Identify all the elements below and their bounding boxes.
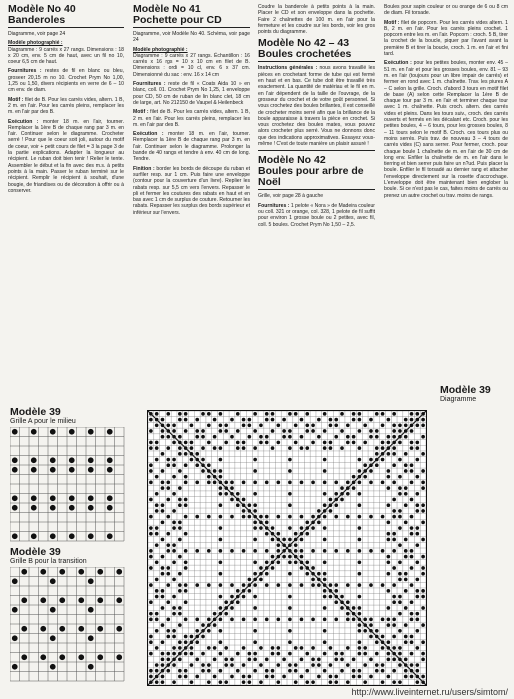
right-exec-text: pour les petites boules, monter env. 45 – 51 m. en l'air et pour les grosses boules, env. 81 – 93 m. en l'air (toujours pour un libre impair de carrés) et fermer en rond avec 1 m. chaînette. Trav. les piures A – C selon la grille. Croch. d'abord 3 tours en motif filet de base (A) selon cette Remplacer la 1ère B de chaque tour par 3 m. en l'air et terminer chaque tour avec 1 m. chaînette. Puis croch. altern. des carrés vides et pleins. Dans les tours suiv., croch. des carrés ouverts et fermés en les décalant etc. Croch. pour les petites boules, 4 – 6 tours, pour les grosses boules, 8 – 11 tours selon le motif B. Croch. ces tours plus ou moins serrés. Puis trav. de nouveau 3 – 4 tours de carrés vides (C) sans serrer. Pour fermer, croch. pour chaque boule 1 chaînette de m. en l'air de 30 cm de long env. Enfiler la chaînette de m. en l'air dans le tierring et bien serrer puis faire un n?ud. Puis placer la boule. Enfiler le fil torsadé au dernier rang et attacher l'enveloppe directement sur la rosette d'accrochage. L'enveloppe doit être maintenant bien englober la boule. Si ce n'est pas le cas, faites moins de carrés ou prenez un autre crochet ou trav. moins de rangs. xyxy=(384,60,508,199)
m41-photo-text: Diagramme : 9 carrés x 27 rangs. Échantillon : 16 carrés x 16 rgs = 10 x 10 cm en filet de B. Dimensions : ordi = 10 cl, env. 6 x 37 cm. Dimensionné du sac : env. 16 x 14 cm xyxy=(133,52,250,78)
m41-finish xyxy=(133,166,250,216)
m41-fourn-text: reste de fil « Coats Aida 10 » en blanc, coll. 01. Crochet Prym No 1,25, 1 enveloppe pour CD, 50 cm de ruban de lin blanc clet, 18 cm de large, art. No 212150 de Vaupel & Heilenbeck xyxy=(133,81,250,106)
m42-fourn xyxy=(258,203,375,228)
m41-diagram-ref: Diagramme, voir Modèle No 40. Schéma, voir page 24 xyxy=(133,31,250,44)
grid-b-chart xyxy=(10,567,128,685)
grid-a-block xyxy=(10,406,128,550)
right-exec-head: Exécution : xyxy=(384,60,412,67)
m42-ref: Grille, voir page 28 à gauche xyxy=(258,193,324,200)
divider xyxy=(258,150,375,151)
m41-exec-text: monter 18 m. en l'air, tourner. Remplacer la 1ère B de chaque rang par 3 m. en l'air. Continuer selon le diagramme. Prolonger la bande de 40 rangs et tendre à env. 40 cm de long. Tendre. xyxy=(133,131,250,163)
m41-finish-head: Finition : xyxy=(133,165,155,172)
grid-b-subtitle: Grille B pour la transition xyxy=(10,558,87,565)
diagram-label xyxy=(440,384,491,403)
m42-intro: Coudre la banderole à petits points à la main. Placer le CD et son enveloppe dans la pochette. Faire 2 chaînettes de 100 m. en l'air pour la fermeture et les coudre sur les bords, voir les gros points du diagramme. xyxy=(258,4,375,36)
right-motif-text: filet de popcorn. Pour les carrés vides altern. 1 B, 2 m. en l'air. Pour les carrés pleins crochet. 1 popcorn entre les m. en l'air. Popcorn : croch. 5 B, tirer la crochet de la boucle, piquer par l'avant avant la première B et tirer la boucle, croch. 1 m. en l'air et fini tard. xyxy=(384,19,508,58)
m41-motif xyxy=(133,109,250,128)
m41-fourn-head: Fournitures : xyxy=(133,81,166,88)
m40-fourn-head: Fournitures : xyxy=(8,68,42,75)
m42-fourn-head: Fournitures : xyxy=(258,202,290,209)
footer-url: http://www.liveinternet.ru/users/simtom/ xyxy=(351,687,508,697)
diagram-subtitle: Diagramme xyxy=(440,396,477,403)
column-modele-40 xyxy=(8,4,124,197)
m40-exec-text: monter 18 m. en l'air, tourner. Remplacer la 1ère B de chaque rang par 3 m. en l'air. Continuer selon le diagramme. Crocheter serré ! Pour que le coeur soit joli, autour du motif de coeur, voir + petit cours de filet = 3 la page 3 de la partie explications. Adapter la longueur au récipient. Le ruban doit bien tenir ! Relier le tente. Assembler le début et la fin avec des m.s. à petits points à la main. Passer le ruban terminé sur le récipient. Remplir le récipient à souhait, d'une bougie, de friandises ou de décoration à offrir ou à conserver. xyxy=(8,118,124,194)
m41-photo xyxy=(133,47,250,78)
m40-motif-text: filet de B. Pour les carrés vides, altern. 1 B, 2 m. en l'air. Pour les carrés pleins, remplacer les m. en l'air par des B. xyxy=(8,96,124,116)
m42-instr-head: Instructions générales : xyxy=(258,65,318,72)
m42-fourn-text: 1 pelote « Nora » de Madeira couleur ou coll. 321 or orange, col. 328, 1 pelote de fil suffit pour environ 1 grosse boule ou 2 petites, avec fil, coll. 5 boules. Crochet Prym No 1,50 – 2,5. xyxy=(258,202,375,228)
m42-43-title: Modèle No 42 – 43 xyxy=(258,37,350,50)
m42-43-subtitle: Boules crochetées xyxy=(258,49,375,62)
m40-fourn xyxy=(8,68,124,93)
m40-photo-head: Modèle photographié : xyxy=(8,40,63,47)
m42-instr xyxy=(258,65,375,147)
m41-subtitle: Pochette pour CD xyxy=(133,15,250,28)
filet-diagram-svg xyxy=(148,411,426,685)
right-motif-head: Motif : xyxy=(384,19,400,26)
m40-fourn-text: restes de fil en blanc ou bleu, groseer 20,15 m no 10. Crochet Prym No 1,00, 1,25 ou 1,50, divers récipients en verre de 6 – 10 cm env. de diam. xyxy=(8,68,124,94)
m42-title: Modèle No 42 xyxy=(258,154,326,167)
m40-photo-text: Diagramme : 9 carrés x 27 rangs. Dimensions : 18 x 20 cm, env. 5 cm de haut, avec un fil no 10, coeur 6,5 cm de haut. xyxy=(8,46,124,66)
grid-b-block xyxy=(10,546,128,690)
right-intro: Boules pour sapin couleur or ou orange de 6 ou 8 cm de diam. Fil torsade. xyxy=(384,4,508,17)
m42-subtitle: Boules pour arbre de Noël xyxy=(258,166,375,190)
m40-diagram-ref: Diagramme, voir page 24 xyxy=(8,31,66,37)
filet-diagram xyxy=(147,410,427,686)
grid-b-title: Modèle 39 xyxy=(10,546,61,558)
grid-a-subtitle: Grille A pour le milieu xyxy=(10,418,76,425)
right-motif xyxy=(384,20,508,58)
m40-exec-head: Exécution : xyxy=(8,118,39,125)
m41-title: Modèle No 41 xyxy=(133,3,201,15)
m40-motif-head: Motif : xyxy=(8,96,24,103)
m42-instr-text: nous avons travaillé les pièces en crochetant forme de tube qui est fermé en haut et en bas. Ce tube doit être travaillé très exactement. La quantité de matériau et le fil en m. en l'air dépendent de la taille de l'ouvrage, de la grosseur du crochet et de votre goût personnel. Si vous crochetez des boules brillantes, il est conseillé de crocheter moins serré afin que la brillance de la boule apparaisse à travers la pièce en crochet. Si vous crochetez des boules mates, vous pouvez alors crocheter plus serré. Vous ne donnons donc que des indications approximatives. Essayez vous-même ! C'est de toute manière un plaisir assuré ! xyxy=(258,65,375,148)
m40-motif xyxy=(8,97,124,116)
m41-motif-text: filet de B. Pour les carrés vides, altern. 1 B, 2 m. en l'air. Pour les carrés pleins, remplacer les m. en l'air par des B. xyxy=(133,109,250,128)
column-modele-41 xyxy=(133,4,250,219)
m41-photo-head: Modèle photographié : xyxy=(133,46,188,53)
grid-a-chart xyxy=(10,427,128,545)
m40-photo xyxy=(8,40,124,65)
diagram-title: Modèle 39 xyxy=(440,384,491,396)
m40-title: Modèle No 40 xyxy=(8,3,76,15)
m41-exec-head: Exécution : xyxy=(133,131,164,138)
m41-exec xyxy=(133,131,250,162)
column-right xyxy=(384,4,508,202)
grid-a-title: Modèle 39 xyxy=(10,406,61,418)
m41-fourn xyxy=(133,81,250,106)
m40-exec xyxy=(8,119,124,195)
right-exec xyxy=(384,60,508,199)
m40-subtitle: Banderoles xyxy=(8,15,124,28)
m41-motif-head: Motif : xyxy=(133,109,149,116)
m41-finish-text: border les bords de découpe du ruban et surfiler resp. sur 1 cm. Puis faire une enveloppe (contour pour la couverture d'un livre). Replier les rabats resp. sur 5,5 cm vers l'envers. Repasser le pli et fermer les coutures des rabats en haut et en bas avec 1 cm de surplus de couture. Retourner les rabats. Repasser les surplus des bords supérieur et inférieur sur l'envers. xyxy=(133,165,251,216)
column-modele-42-43 xyxy=(258,4,375,231)
